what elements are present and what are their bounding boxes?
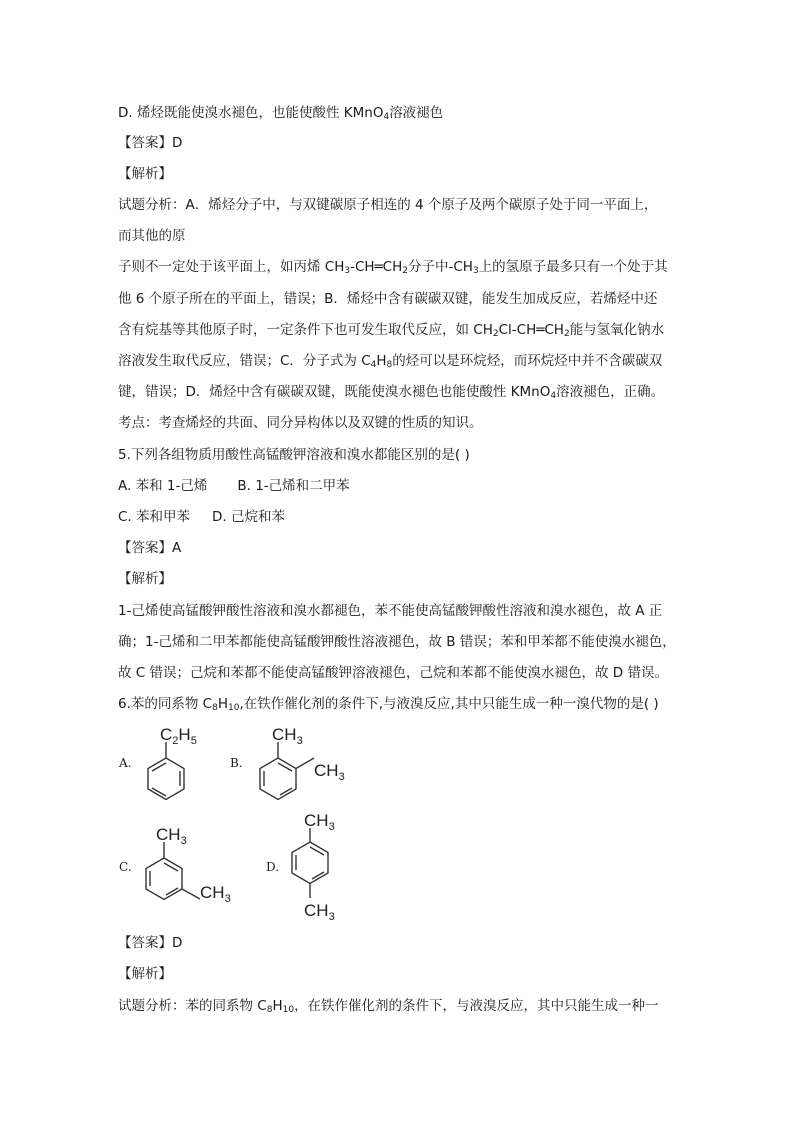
q5-analysis-line2: 确；1-己烯和二甲苯都能使高锰酸钾酸性溶液褪色，故 B 错误；苯和甲苯都不能使溴水褪色，	[118, 634, 676, 650]
svg-text:CH3: $CH_3$	[304, 811, 335, 833]
q6-option-d-label: D.	[266, 860, 280, 874]
q4-analysis-line4: 他 6 个原子所在的平面上，错误；B．烯烃中含有碳碳双键，能发生加成反应，若烯烃中还	[118, 291, 658, 307]
q6-answer: 【答案】D	[118, 935, 183, 951]
q5-option-b: B. 1-己烯和二甲苯	[237, 478, 350, 494]
m-xylene-structure	[140, 822, 250, 912]
svg-text:CH3: $CH_3$	[272, 725, 303, 747]
q4-analysis-line5: 含有烷基等其他原子时，一定条件下也可发生取代反应，如 $CH_2Cl-CH═CH_2$能与氢氧化钠水	[118, 322, 665, 339]
q4-analysis-line1: 试题分析：A．烯烃分子中，与双键碳原子相连的 4 个原子及两个碳原子处于同一平面上，	[118, 197, 658, 213]
struct-a-c: C	[160, 725, 173, 744]
q4-analysis-line7: 键，错误；D．烯烃中含有碳碳双键，既能使溴水褪色也能使酸性 KMnO$_4$溶液褪色，正确。	[118, 384, 665, 401]
o-xylene-structure	[252, 722, 352, 802]
p-xylene-structure	[290, 808, 360, 928]
q4-option-d: D. 烯烃既能使溴水褪色，也能使酸性 KMnO$_4$溶液褪色	[118, 105, 444, 122]
q5-stem: 5.下列各组物质用酸性高锰酸钾溶液和溴水都能区别的是( )	[118, 447, 470, 463]
q5-analysis-title: 【解析】	[118, 571, 172, 587]
q6-analysis-title: 【解析】	[118, 966, 172, 982]
q5-answer: 【答案】A	[118, 540, 182, 556]
q6-stem: 6.苯的同系物 $C_8H_{10}$,在铁作催化剂的条件下,与液溴反应,其中只能生成一种一溴代物的是( )	[118, 696, 659, 713]
q4-analysis-line8: 考点：考查烯烃的共面、同分异构体以及双键的性质的知识。	[118, 415, 483, 431]
q5-analysis-line3: 故 C 错误；己烷和苯都不能使高锰酸钾溶液褪色，己烷和苯都不能使溴水褪色，故 D 错误。	[118, 665, 668, 681]
q5-analysis-line1: 1-己烯使高锰酸钾酸性溶液和溴水都褪色，苯不能使高锰酸钾酸性溶液和溴水褪色，故 A 正	[118, 603, 663, 619]
q5-option-d: D. 己烷和苯	[212, 509, 285, 525]
q4-answer: 【答案】D	[118, 135, 183, 151]
ethylbenzene-structure	[140, 722, 220, 802]
svg-text:CH3: $CH_3$	[304, 901, 335, 923]
q6-option-a-label: A.	[119, 756, 132, 770]
svg-text:CH3: $CH_3$	[314, 761, 345, 783]
svg-text:C2H5: $C_2H_5$	[160, 725, 197, 747]
q4-analysis-line6: 溶液发生取代反应，错误；C．分子式为 $C_4H_8$的烃可以是环烷烃，而环烷烃中并不含碳碳双	[118, 353, 663, 370]
q4-analysis-line3: 子则不一定处于该平面上，如丙烯 $CH_3-CH═CH_2$分子中$-CH_3$上的氢原子最多只有一个处于其	[118, 259, 668, 276]
q6-analysis-line1: 试题分析：苯的同系物 $C_8H_{10}$，在铁作催化剂的条件下，与液溴反应，其中只能生成一种一	[118, 998, 659, 1015]
q5-option-a: A. 苯和 1-己烯	[118, 478, 208, 494]
q5-options-row1	[118, 477, 350, 495]
q4-analysis-line2: 而其他的原	[118, 228, 186, 244]
q5-option-c: C. 苯和甲苯	[118, 509, 191, 525]
q6-option-c-label: C.	[119, 860, 132, 874]
q6-option-b-label: B.	[230, 756, 243, 770]
q4-analysis-title: 【解析】	[118, 166, 172, 182]
svg-text:CH3: $CH_3$	[156, 825, 187, 847]
q5-options-row2	[118, 508, 285, 526]
svg-text:CH3: $CH_3$	[200, 883, 231, 905]
